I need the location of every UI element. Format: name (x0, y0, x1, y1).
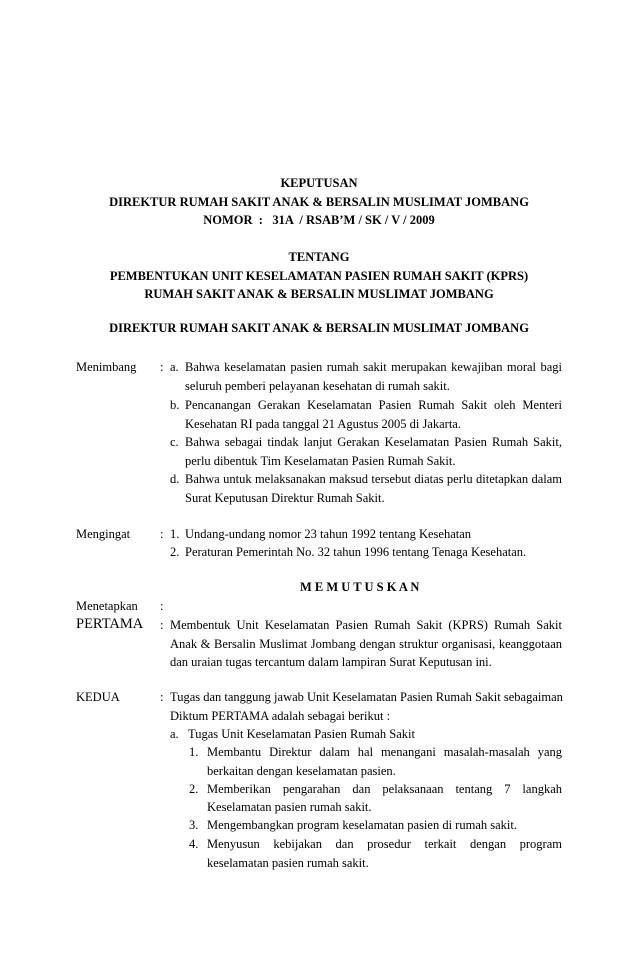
task-2-line2: Keselamatan pasien rumah sakit. (207, 800, 372, 814)
menimbang-item-b-marker: b. (170, 398, 180, 412)
pertama-label: PERTAMA (76, 616, 144, 632)
task-4-line1: Menyusun kebijakan dan prosedur terkait dengan program (207, 837, 562, 851)
kedua-colon: : (160, 690, 164, 704)
task-4-line2: keselamatan pasien rumah sakit. (207, 856, 369, 870)
menetapkan-label: Menetapkan (76, 599, 138, 613)
task-3-line1: Mengembangkan program keselamatan pasien di rumah sakit. (207, 818, 517, 832)
subject-line-2: RUMAH SAKIT ANAK & BERSALIN MUSLIMAT JOMBANG (144, 287, 494, 301)
menimbang-colon: : (160, 360, 164, 374)
pertama-line1: Membentuk Unit Keselamatan Pasien Rumah Sakit (KPRS) Rumah Sakit (170, 618, 562, 632)
menimbang-item-d-line1: Bahwa untuk melaksanakan maksud tersebut diatas perlu ditetapkan dalam (185, 472, 562, 486)
issuer-line: DIREKTUR RUMAH SAKIT ANAK & BERSALIN MUSLIMAT JOMBANG (109, 195, 529, 209)
document-title: KEPUTUSAN (280, 176, 358, 190)
menimbang-item-b-line2: Kesehatan RI pada tanggal 21 Agustus 2005 di Jakarta. (185, 417, 461, 431)
mengingat-item-1-text: Undang-undang nomor 23 tahun 1992 tentang Kesehatan (185, 527, 472, 541)
memutuskan-heading: M E M U T U S K A N (300, 580, 420, 594)
pertama-colon: : (160, 618, 164, 632)
decree-number: NOMOR : 31A / RSAB’M / SK / V / 2009 (203, 213, 435, 227)
task-2-line1: Memberikan pengarahan dan pelaksanaan tentang 7 langkah (207, 782, 562, 796)
menimbang-item-d-marker: d. (170, 472, 180, 486)
about-label: TENTANG (288, 250, 350, 264)
task-1-line1: Membantu Direktur dalam hal menangani masalah-masalah yang (207, 745, 562, 759)
subject-line-1: PEMBENTUKAN UNIT KESELAMATAN PASIEN RUMAH SAKIT (KPRS) (109, 269, 529, 283)
task-1-line2: berkaitan dengan keselamatan pasien. (207, 764, 396, 778)
mengingat-item-1-marker: 1. (170, 527, 180, 541)
menetapkan-colon: : (160, 599, 164, 613)
mengingat-colon: : (160, 527, 164, 541)
kedua-sub-title: Tugas Unit Keselamatan Pasien Rumah Sakit (188, 727, 415, 741)
pertama-line2: Anak & Bersalin Muslimat Jombang dengan struktur organisasi, keanggotaan (170, 637, 562, 651)
mengingat-item-2-text: Peraturan Pemerintah No. 32 tahun 1996 tentang Tenaga Kesehatan. (185, 545, 527, 559)
pertama-line3: dan uraian tugas tercantum dalam lampiran Surat Keputusan ini. (170, 655, 492, 669)
menimbang-item-a-marker: a. (170, 360, 179, 374)
mengingat-item-2-marker: 2. (170, 545, 180, 559)
task-1-marker: 1. (189, 745, 199, 759)
task-3-marker: 3. (189, 818, 199, 832)
menimbang-item-c-line1: Bahwa sebagai tindak lanjut Gerakan Keselamatan Pasien Rumah Sakit, (185, 435, 562, 449)
menimbang-item-c-marker: c. (170, 435, 179, 449)
task-4-marker: 4. (189, 837, 199, 851)
menimbang-item-a-line1: Bahwa keselamatan pasien rumah sakit merupakan kewajiban moral bagi (185, 360, 562, 374)
kedua-sub-marker: a. (170, 727, 179, 741)
kedua-line1: Tugas dan tanggung jawab Unit Keselamatan Pasien Rumah Sakit sebagaiman (170, 690, 563, 704)
menimbang-label: Menimbang (76, 360, 137, 374)
menimbang-item-a-line2: seluruh pemberi pelayanan kesehatan di rumah sakit. (185, 379, 450, 393)
kedua-label: KEDUA (76, 690, 120, 704)
menimbang-item-d-line2: Surat Keputusan Direktur Rumah Sakit. (185, 491, 385, 505)
signer-heading: DIREKTUR RUMAH SAKIT ANAK & BERSALIN MUSLIMAT JOMBANG (109, 321, 529, 335)
kedua-line2: Diktum PERTAMA adalah sebagai berikut : (170, 709, 391, 723)
menimbang-item-b-line1: Pencanangan Gerakan Keselamatan Pasien Rumah Sakit oleh Menteri (185, 398, 562, 412)
menimbang-item-c-line2: perlu dibentuk Tim Keselamatan Pasien Rumah Sakit. (185, 454, 456, 468)
task-2-marker: 2. (189, 782, 199, 796)
mengingat-label: Mengingat (76, 527, 131, 541)
